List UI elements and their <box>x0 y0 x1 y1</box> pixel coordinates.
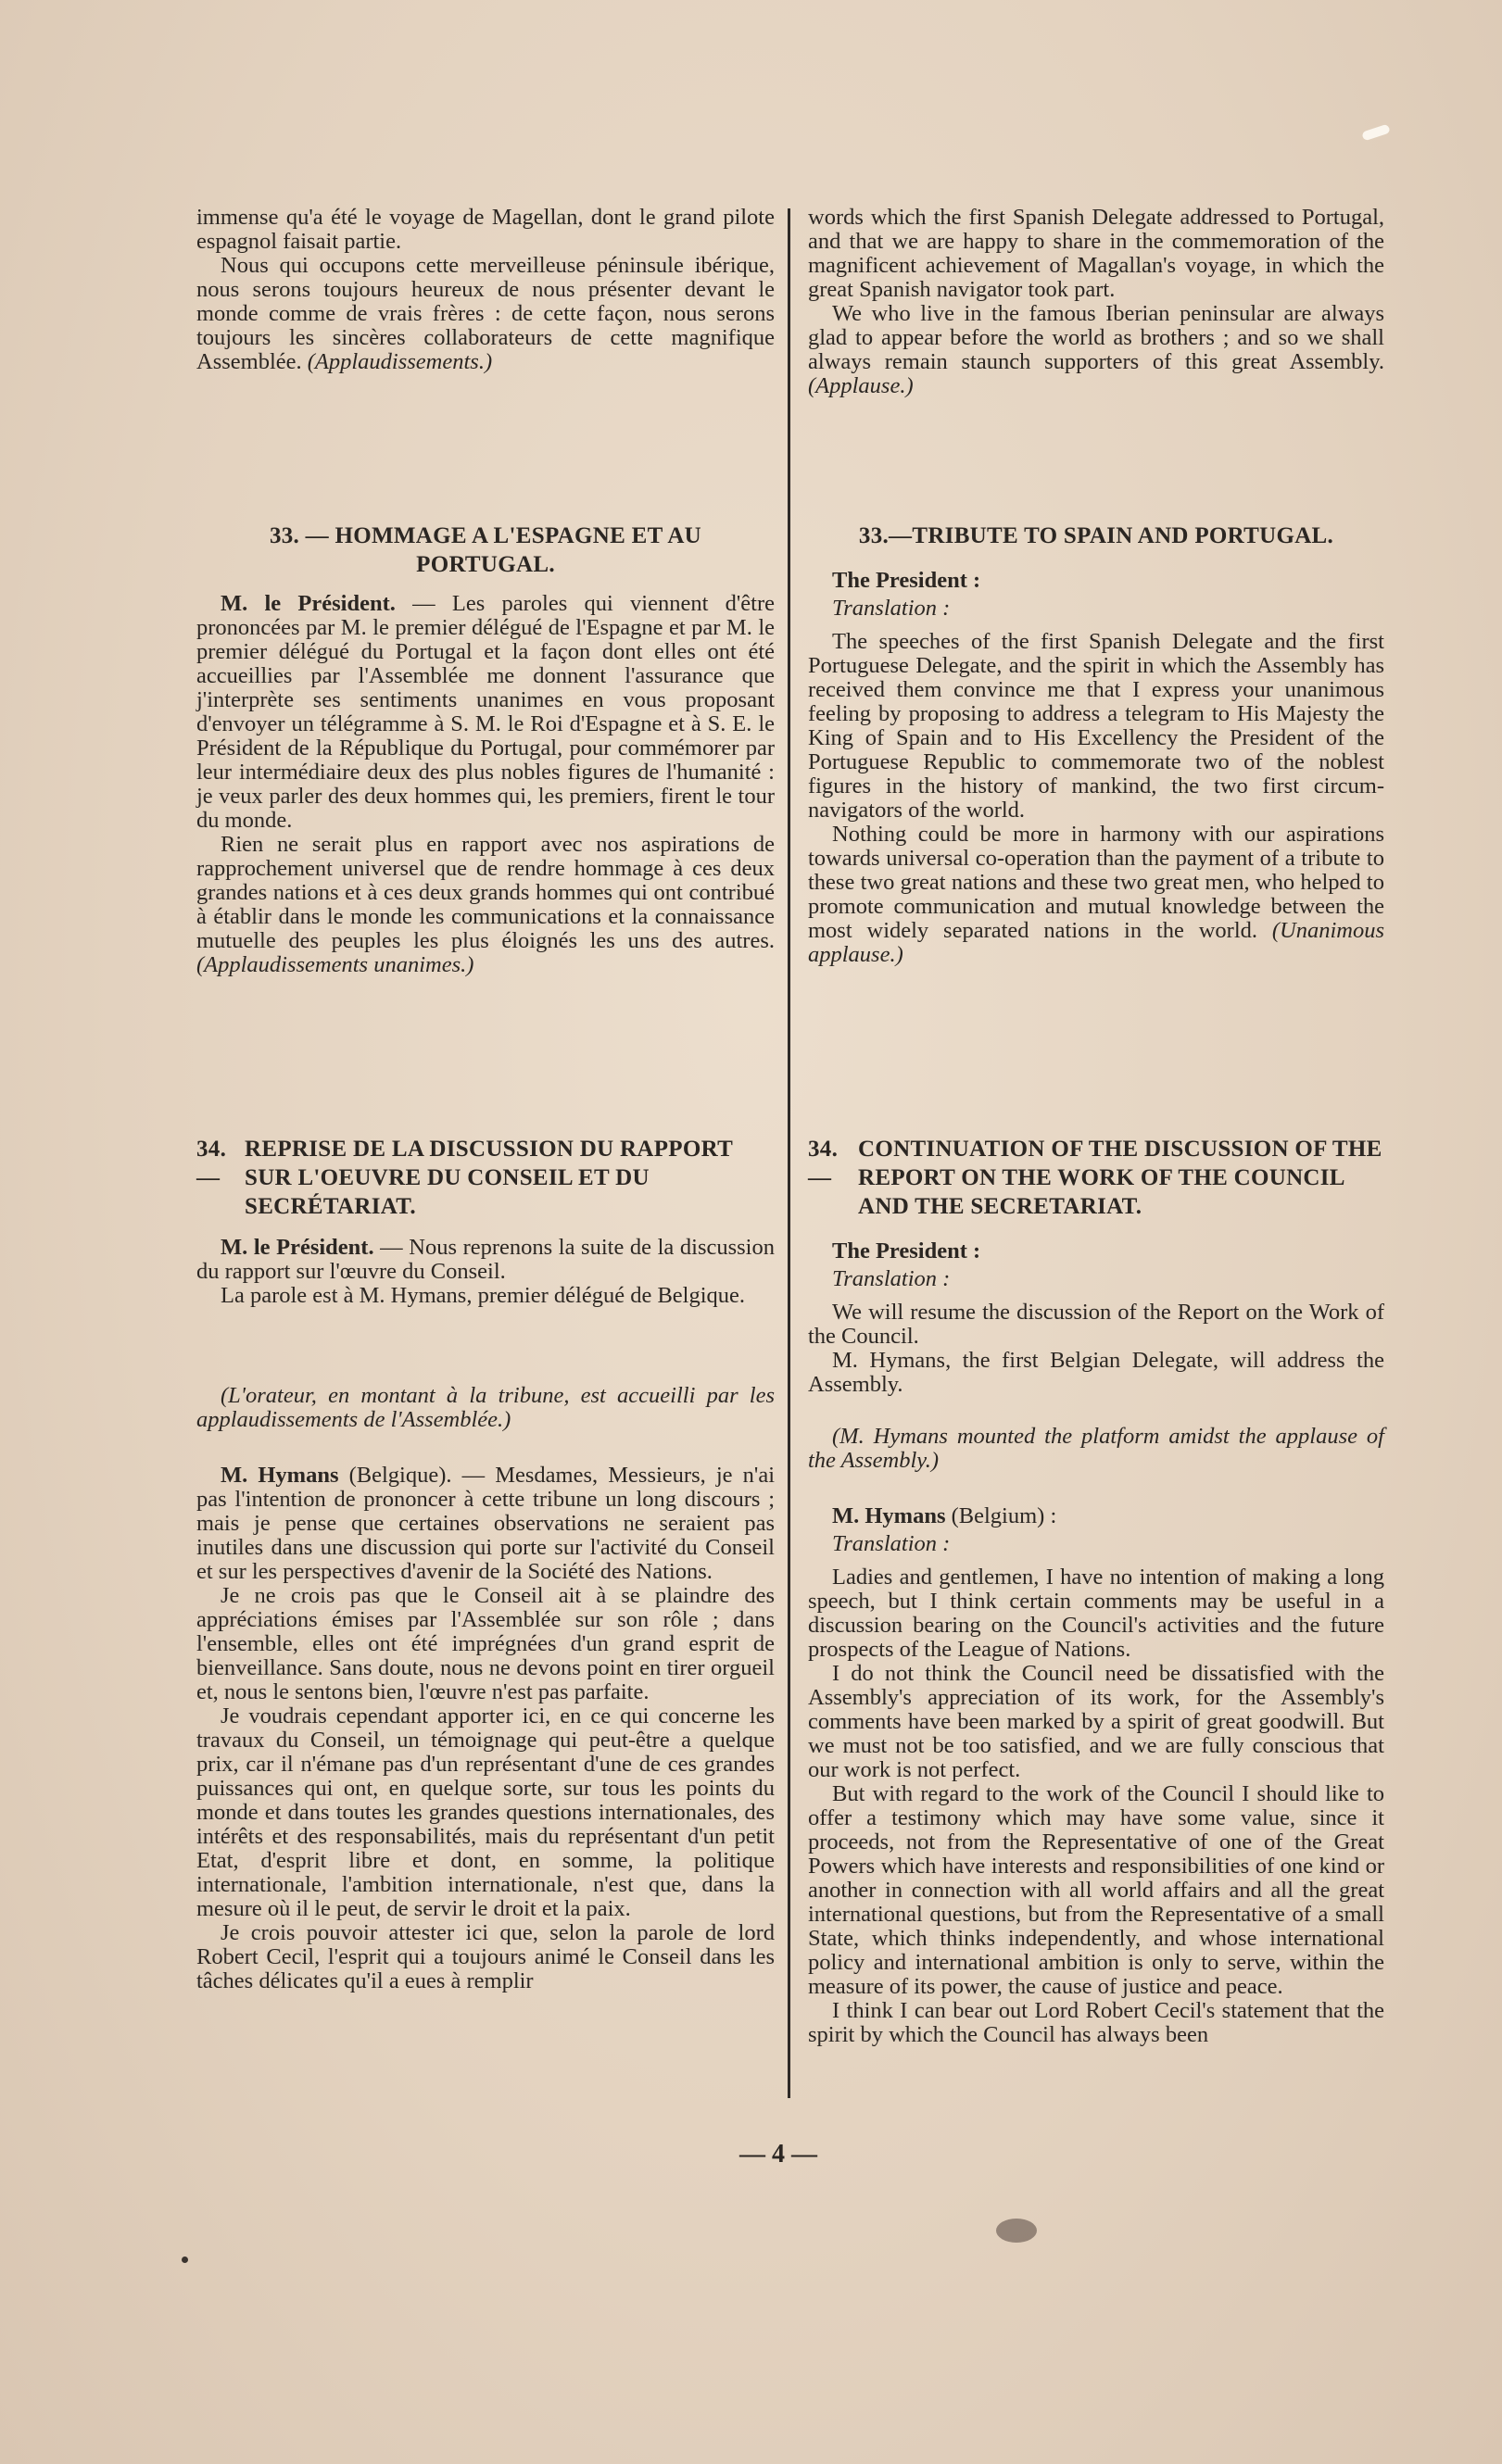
fr-s34-speaker: M. le Président. <box>221 1235 374 1260</box>
fr-intro-p2 <box>196 254 775 374</box>
fr-intro-applause: (Applaudissements.) <box>307 349 493 374</box>
en-s33-p2-text: Nothing could be more in harmony with our aspirations towards universal co-operation than the payment of a tribute to these two great nations and these two great men, who helped to promote communication and mutual knowledge between the most widely separated nations in the world. <box>808 822 1384 943</box>
fr-intro-p2-text: Nous qui occupons cette merveilleuse péninsule ibérique, nous serons toujours heureux de nous présenter devant le monde comme de vrais frères : de cette façon, nous serons toujours les sincères collaborateurs de cette magnifique Assemblée. <box>196 253 775 374</box>
fr-hymans-p1 <box>196 1464 775 1584</box>
fr-s34-p1 <box>196 1236 775 1284</box>
en-s34-number: 34.— <box>808 1137 839 1190</box>
fr-intro-p1: immense qu'a été le voyage de Magellan, dont le grand pilote espagnol faisait partie. <box>196 205 775 254</box>
en-s34-speaker: The President : <box>832 1238 981 1263</box>
fr-section-33-heading: 33. — HOMMAGE A L'ESPAGNE ET AU PORTUGAL. <box>269 523 702 577</box>
en-hymans-speaker: M. Hymans <box>832 1503 946 1528</box>
fr-s33-applause: (Applaudissements unanimes.) <box>196 952 474 977</box>
en-s34-p1: We will resume the discussion of the Report on the Work of the Council. <box>808 1300 1384 1349</box>
fr-s33-speaker: M. le Président. <box>221 591 396 616</box>
en-s33-p1: The speeches of the first Spanish Delegate and the first Portuguese Delegate, and the spirit in which the Assembly has received them convince me that I express your unanimous feeling by proposing to address a telegram to His Majesty the King of Spain and to His Excellency the President of the Portuguese Republic to commemorate two of the noblest figures in the history of mankind, the two first circum-navigators of the world. <box>808 629 1384 823</box>
en-hymans-p2: I do not think the Council need be dissatisfied with the Assembly's appreciation of its work, for the Assembly's comments have been marked by a spirit of great goodwill. But we must not be too satisfied, and we are fully conscious that our work is not perfect. <box>808 1661 1384 1782</box>
en-s34-title: CONTINUATION OF THE DISCUSSION OF THE REPORT ON THE WORK OF THE COUNCIL AND THE SECRETARIAT. <box>858 1137 1382 1219</box>
fr-section-34-heading <box>196 1135 775 1221</box>
ink-dot <box>182 2257 188 2263</box>
fr-s34-p1-text: — Nous reprenons la suite de la discussion du rapport sur l'œuvre du Conseil. <box>196 1235 775 1284</box>
en-s34-p2: M. Hymans, the first Belgian Delegate, will address the Assembly. <box>808 1348 1384 1397</box>
en-hymans-line <box>808 1504 1384 1528</box>
en-intro-p2 <box>808 302 1384 398</box>
paper-tear-mark <box>1361 124 1391 142</box>
en-s34-stage-direction: (M. Hymans mounted the platform amidst the applause of the Assembly.) <box>808 1424 1384 1473</box>
fr-s33-p1-text: — Les paroles qui viennent d'être prononcées par M. le premier délégué de l'Espagne et par M. le premier délégué du Portugal et la façon dont elles ont été accueillies par l'Assemblée me donnent l'assurance que j'interprète ses sentiments unanimes en vous proposant d'envoyer un télégramme à S. M. le Roi d'Espagne et à S. E. le Président de la République du Portugal, pour commémorer par leur intermédiaire deux des plus nobles figures de l'humanité : je veux parler des deux hommes qui, les premiers, firent le tour du monde. <box>196 591 776 833</box>
fr-hymans-p3: Je voudrais cependant apporter ici, en ce qui concerne les travaux du Conseil, un témoignage qui peut-être a quelque prix, car il n'émane pas d'un représentant d'une de ces grandes puissances qui ont, en quelque sorte, sur tous les points du monde et dans toutes les grandes questions internationales, des intérêts et des responsabilités, mais du représentant d'un petit Etat, d'esprit libre et dont, en somme, la politique internationale, l'ambition internationale, n'est que, dans la mesure où il le peut, de servir le droit et la paix. <box>196 1703 775 1921</box>
ink-blot <box>996 2219 1037 2243</box>
fr-hymans-speaker: M. Hymans <box>221 1463 339 1488</box>
fr-s33-p1 <box>196 592 775 833</box>
fr-s33-p2 <box>196 833 775 977</box>
fr-intro-block <box>196 206 775 374</box>
fr-hymans-country: (Belgique). <box>338 1463 452 1488</box>
en-s33-translation-label: Translation : <box>832 596 951 621</box>
column-divider <box>788 208 790 2098</box>
fr-s34-stage-direction: (L'orateur, en montant à la tribune, est accueilli par les applaudissements de l'Assemblée.) <box>196 1383 775 1432</box>
en-section-34 <box>808 1135 1384 2047</box>
fr-s34-number: 34. — <box>196 1137 227 1190</box>
en-hymans-p3: But with regard to the work of the Council I should like to offer a testimony which may have some value, since it proceeds, not from the Representative of one of the Great Powers which have interests and responsibilities of one kind or another in connection with all world affairs and all the great international questions, but from the Representative of a small State, which thinks independently, and whose international policy and international ambition is only to serve, within the measure of its power, the cause of justice and peace. <box>808 1781 1384 1999</box>
fr-s34-p2: La parole est à M. Hymans, premier délégué de Belgique. <box>221 1283 746 1308</box>
en-hymans-country: (Belgium) : <box>945 1503 1057 1528</box>
en-intro-p2-text: We who live in the famous Iberian peninsular are always glad to appear before the world as brothers ; and so we shall always remain staunch supporters of this great Assembly. <box>808 301 1384 374</box>
en-s33-applause: (Unanimous applause.) <box>808 918 1385 967</box>
fr-hymans-p4: Je crois pouvoir attester ici que, selon la parole de lord Robert Cecil, l'esprit qui a toujours animé le Conseil dans les tâches délicates qu'il a eues à remplir <box>196 1920 775 1993</box>
fr-hymans-p1-text: — Mesdames, Messieurs, je n'ai pas l'intention de prononcer à cette tribune un long discours ; mais je pense que certaines observations ne seraient pas inutiles dans une discussion qui porte sur l'activité du Conseil et sur les perspectives d'avenir de la Société des Nations. <box>196 1463 775 1584</box>
en-hymans-p4: I think I can bear out Lord Robert Cecil's statement that the spirit by which the Council has always been <box>808 1998 1384 2047</box>
page-number: — 4 — <box>739 2140 817 2169</box>
fr-section-33 <box>196 522 775 977</box>
en-section-33-heading: 33.—TRIBUTE TO SPAIN AND PORTUGAL. <box>858 523 1334 548</box>
en-section-34-heading <box>808 1135 1384 1221</box>
fr-s34-title: REPRISE DE LA DISCUSSION DU RAPPORT SUR L'OEUVRE DU CONSEIL ET DU SECRÉTARIAT. <box>245 1137 733 1219</box>
en-intro-applause: (Applause.) <box>808 373 914 398</box>
en-s34-translation-label: Translation : <box>832 1266 951 1291</box>
fr-section-34 <box>196 1135 775 1993</box>
en-s33-p2 <box>808 823 1384 967</box>
fr-s33-p2-text: Rien ne serait plus en rapport avec nos aspirations de rapprochement universel que de rendre hommage à ces deux grandes nations et à ces deux grands hommes qui ont contribué à établir dans le monde les communications et la connaissance mutuelle des peuples les plus éloignés les uns des autres. <box>196 832 775 953</box>
en-intro-p1: words which the first Spanish Delegate addressed to Portugal, and that we are happy to share in the commemoration of the magnificent achievement of Magallan's voyage, in which the great Spanish navigator took part. <box>808 205 1384 302</box>
en-hymans-translation-label: Translation : <box>832 1531 951 1556</box>
en-intro-block <box>808 206 1384 398</box>
en-s33-speaker: The President : <box>832 568 981 593</box>
en-section-33 <box>808 522 1384 967</box>
en-hymans-p1: Ladies and gentlemen, I have no intention of making a long speech, but I think certain comments may be useful in a discussion bearing on the Council's activities and the future prospects of the League of Nations. <box>808 1565 1384 1662</box>
fr-hymans-p2: Je ne crois pas que le Conseil ait à se plaindre des appréciations émises par l'Assemblée sur son rôle ; dans l'ensemble, elles ont été imprégnées d'un grand esprit de bienveillance. Sans doute, nous ne devons point en tirer orgueil et, nous le sentons bien, l'œuvre n'est pas parfaite. <box>196 1583 775 1704</box>
